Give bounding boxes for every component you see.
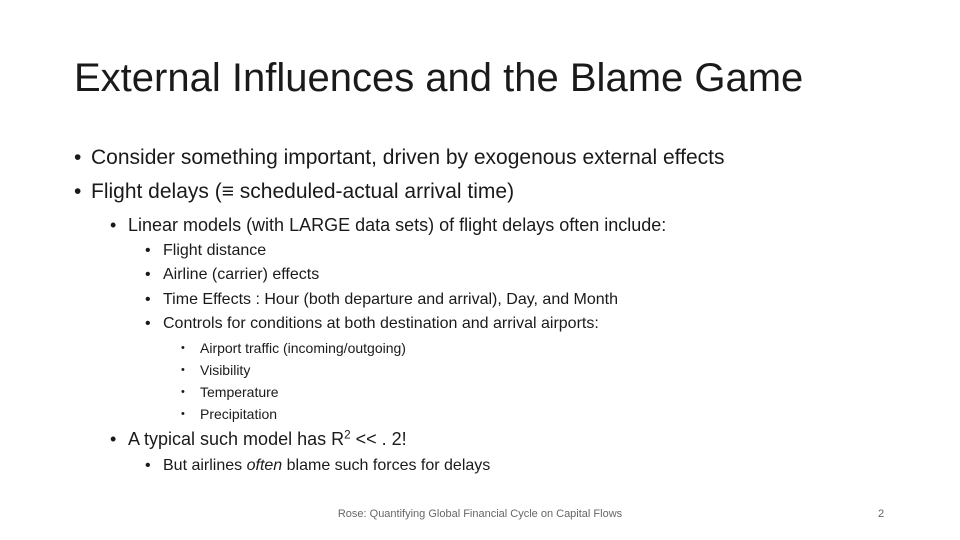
typical-pre: A typical such model has R [128, 429, 345, 449]
bullet-marker: • [181, 364, 185, 376]
condition-text: Airport traffic (incoming/outgoing) [200, 340, 406, 356]
bullet-marker: • [145, 291, 151, 308]
item-text: Flight distance [163, 242, 267, 259]
bullet-linear-models [110, 215, 666, 236]
list-item [145, 291, 618, 309]
list-item [181, 406, 278, 422]
item-text: Controls for conditions at both destination and arrival airports: [163, 315, 599, 332]
bullet-marker: • [181, 408, 185, 420]
bullet-marker: • [145, 457, 151, 474]
condition-text: Temperature [200, 384, 279, 400]
r-squared-sup: 2 [344, 428, 351, 442]
bullet-flight-delays [74, 180, 514, 204]
list-item [181, 340, 406, 356]
bullet-typical-model [110, 429, 407, 450]
bullet-text: Flight delays (≡ scheduled-actual arrival time) [91, 180, 515, 203]
bullet-airlines-blame [145, 457, 490, 475]
list-item [145, 266, 319, 284]
but-post: blame such forces for delays [282, 457, 491, 474]
bullet-marker: • [74, 146, 82, 169]
page-number: 2 [878, 508, 885, 520]
list-item [145, 242, 266, 260]
bullet-marker: • [110, 429, 117, 449]
slide-footer: Rose: Quantifying Global Financial Cycle on Capital Flows [337, 508, 623, 520]
bullet-marker: • [145, 242, 151, 259]
list-item [181, 384, 279, 400]
condition-text: Visibility [200, 362, 251, 378]
condition-text: Precipitation [200, 406, 278, 422]
bullet-marker: • [181, 342, 185, 354]
but-emphasis: often [246, 457, 283, 474]
item-text: Time Effects : Hour (both departure and arrival), Day, and Month [163, 291, 619, 308]
bullet-marker: • [74, 180, 82, 203]
slide-title: External Influences and the Blame Game [74, 56, 804, 100]
but-pre: But airlines [163, 457, 247, 474]
bullet-consider [74, 146, 724, 170]
bullet-marker: • [145, 266, 151, 283]
bullet-marker: • [110, 215, 117, 235]
bullet-text: Consider something important, driven by exogenous external effects [91, 146, 725, 169]
bullet-text [163, 457, 490, 474]
typical-post: << . 2! [350, 429, 407, 449]
item-text: Airline (carrier) effects [163, 266, 320, 283]
bullet-text [128, 429, 407, 449]
bullet-marker: • [145, 315, 151, 332]
list-item [145, 315, 599, 333]
bullet-marker: • [181, 386, 185, 398]
bullet-text: Linear models (with LARGE data sets) of flight delays often include: [128, 215, 667, 235]
list-item [181, 362, 251, 378]
